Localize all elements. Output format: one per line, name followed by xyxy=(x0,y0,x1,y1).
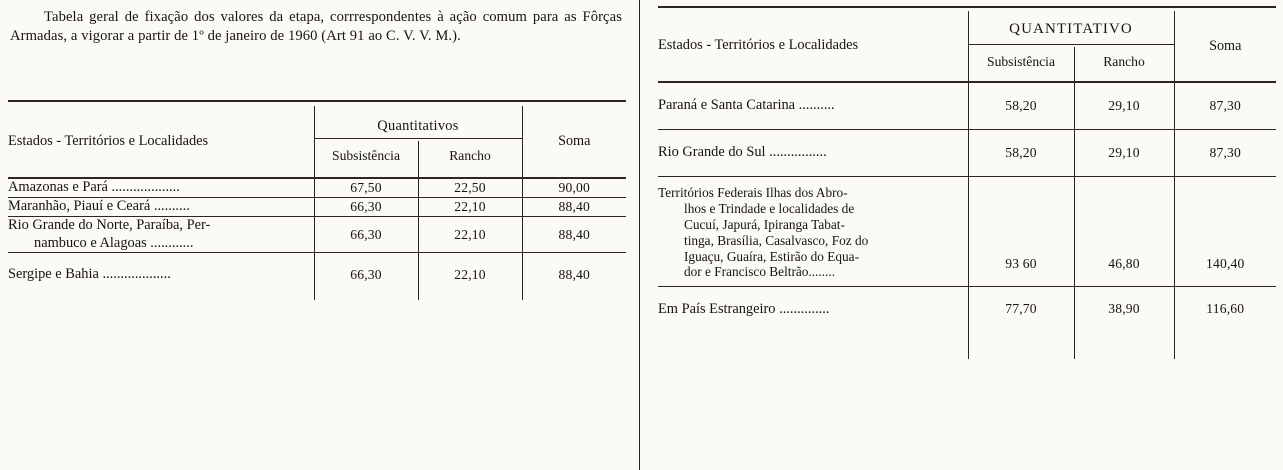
row-subsistencia: 58,20 xyxy=(968,82,1074,129)
table-row xyxy=(8,216,626,253)
row-subsistencia: 66,30 xyxy=(314,197,418,216)
row-label: Sergipe e Bahia ................... xyxy=(8,253,314,300)
row-rancho: 22,10 xyxy=(418,197,522,216)
right-header-rancho: Rancho xyxy=(1074,47,1174,82)
left-column xyxy=(0,0,634,470)
table-row xyxy=(8,253,626,300)
left-header-soma: Soma xyxy=(558,133,591,149)
table-row xyxy=(658,176,1276,287)
table-row xyxy=(8,197,626,216)
table-row xyxy=(8,178,626,197)
intro-paragraph: Tabela geral de fixação dos valores da etapa, corrrespondentes à ação comum para as Fôrças Armadas, a vigorar a partir de 1º de janeiro de 1960 (Art 91 ao C. V. V. M.). xyxy=(10,9,622,44)
row-rancho: 46,80 xyxy=(1074,176,1174,287)
right-header-row-1 xyxy=(658,11,1276,45)
row-rancho: 29,10 xyxy=(1074,82,1174,129)
left-header-quantitativos: Quantitativos xyxy=(314,106,522,139)
row-subsistencia: 66,30 xyxy=(314,253,418,300)
row-soma: 87,30 xyxy=(1174,82,1276,129)
row-rancho: 29,10 xyxy=(1074,129,1174,176)
row-label xyxy=(658,176,968,287)
row-subsistencia: 77,70 xyxy=(968,287,1074,359)
left-header-estados: Estados - Territórios e Localidades xyxy=(8,106,314,178)
row-label xyxy=(8,216,314,253)
right-header-subsistencia: Subsistência xyxy=(968,47,1074,82)
table-row xyxy=(658,82,1276,129)
row-label-line3: Cucuí, Japurá, Ipiranga Tabat- xyxy=(684,216,845,232)
row-rancho: 22,50 xyxy=(418,178,522,197)
row-rancho: 22,10 xyxy=(418,253,522,300)
row-rancho: 38,90 xyxy=(1074,287,1174,359)
row-label: Em País Estrangeiro .............. xyxy=(658,287,968,359)
left-table-container xyxy=(8,100,626,300)
row-label-line5: Iguaçu, Guaíra, Estirão do Equa- xyxy=(684,248,860,264)
left-table xyxy=(8,100,626,300)
right-header-quantitativo: QUANTITATIVO xyxy=(968,11,1174,45)
left-header-subsistencia: Subsistência xyxy=(314,141,418,178)
row-subsistencia: 66,30 xyxy=(314,216,418,253)
column-divider xyxy=(639,0,640,470)
row-label-line2: nambuco e Alagoas ............ xyxy=(34,234,194,251)
row-label-line6: dor e Francisco Beltrão........ xyxy=(684,264,836,280)
left-header-rancho: Rancho xyxy=(418,141,522,178)
row-subsistencia: 93 60 xyxy=(968,176,1074,287)
table-row xyxy=(658,287,1276,359)
right-column xyxy=(648,0,1283,470)
row-soma: 90,00 xyxy=(522,178,626,197)
row-soma: 88,40 xyxy=(522,197,626,216)
row-label-line2: lhos e Trindade e localidades de xyxy=(684,200,855,216)
row-soma: 88,40 xyxy=(522,253,626,300)
row-soma: 87,30 xyxy=(1174,129,1276,176)
row-label-line4: tinga, Brasília, Casalvasco, Foz do xyxy=(684,232,869,248)
row-rancho: 22,10 xyxy=(418,216,522,253)
row-label: Paraná e Santa Catarina .......... xyxy=(658,82,968,129)
row-label-line1: Territórios Federais Ilhas dos Abro- xyxy=(658,184,848,200)
right-table-container xyxy=(658,6,1276,359)
row-label: Amazonas e Pará ................... xyxy=(8,178,314,197)
right-header-estados: Estados - Territórios e Localidades xyxy=(658,11,968,82)
row-soma: 88,40 xyxy=(522,216,626,253)
row-subsistencia: 58,20 xyxy=(968,129,1074,176)
right-header-soma: Soma xyxy=(1209,37,1242,54)
row-label-line1: Rio Grande do Norte, Paraíba, Per- xyxy=(8,216,211,233)
row-soma: 140,40 xyxy=(1174,176,1276,287)
row-label: Rio Grande do Sul ................ xyxy=(658,129,968,176)
row-subsistencia: 67,50 xyxy=(314,178,418,197)
right-table xyxy=(658,6,1276,359)
row-soma: 116,60 xyxy=(1174,287,1276,359)
row-label: Maranhão, Piauí e Ceará .......... xyxy=(8,197,314,216)
left-header-row-1 xyxy=(8,106,626,139)
table-row xyxy=(658,129,1276,176)
